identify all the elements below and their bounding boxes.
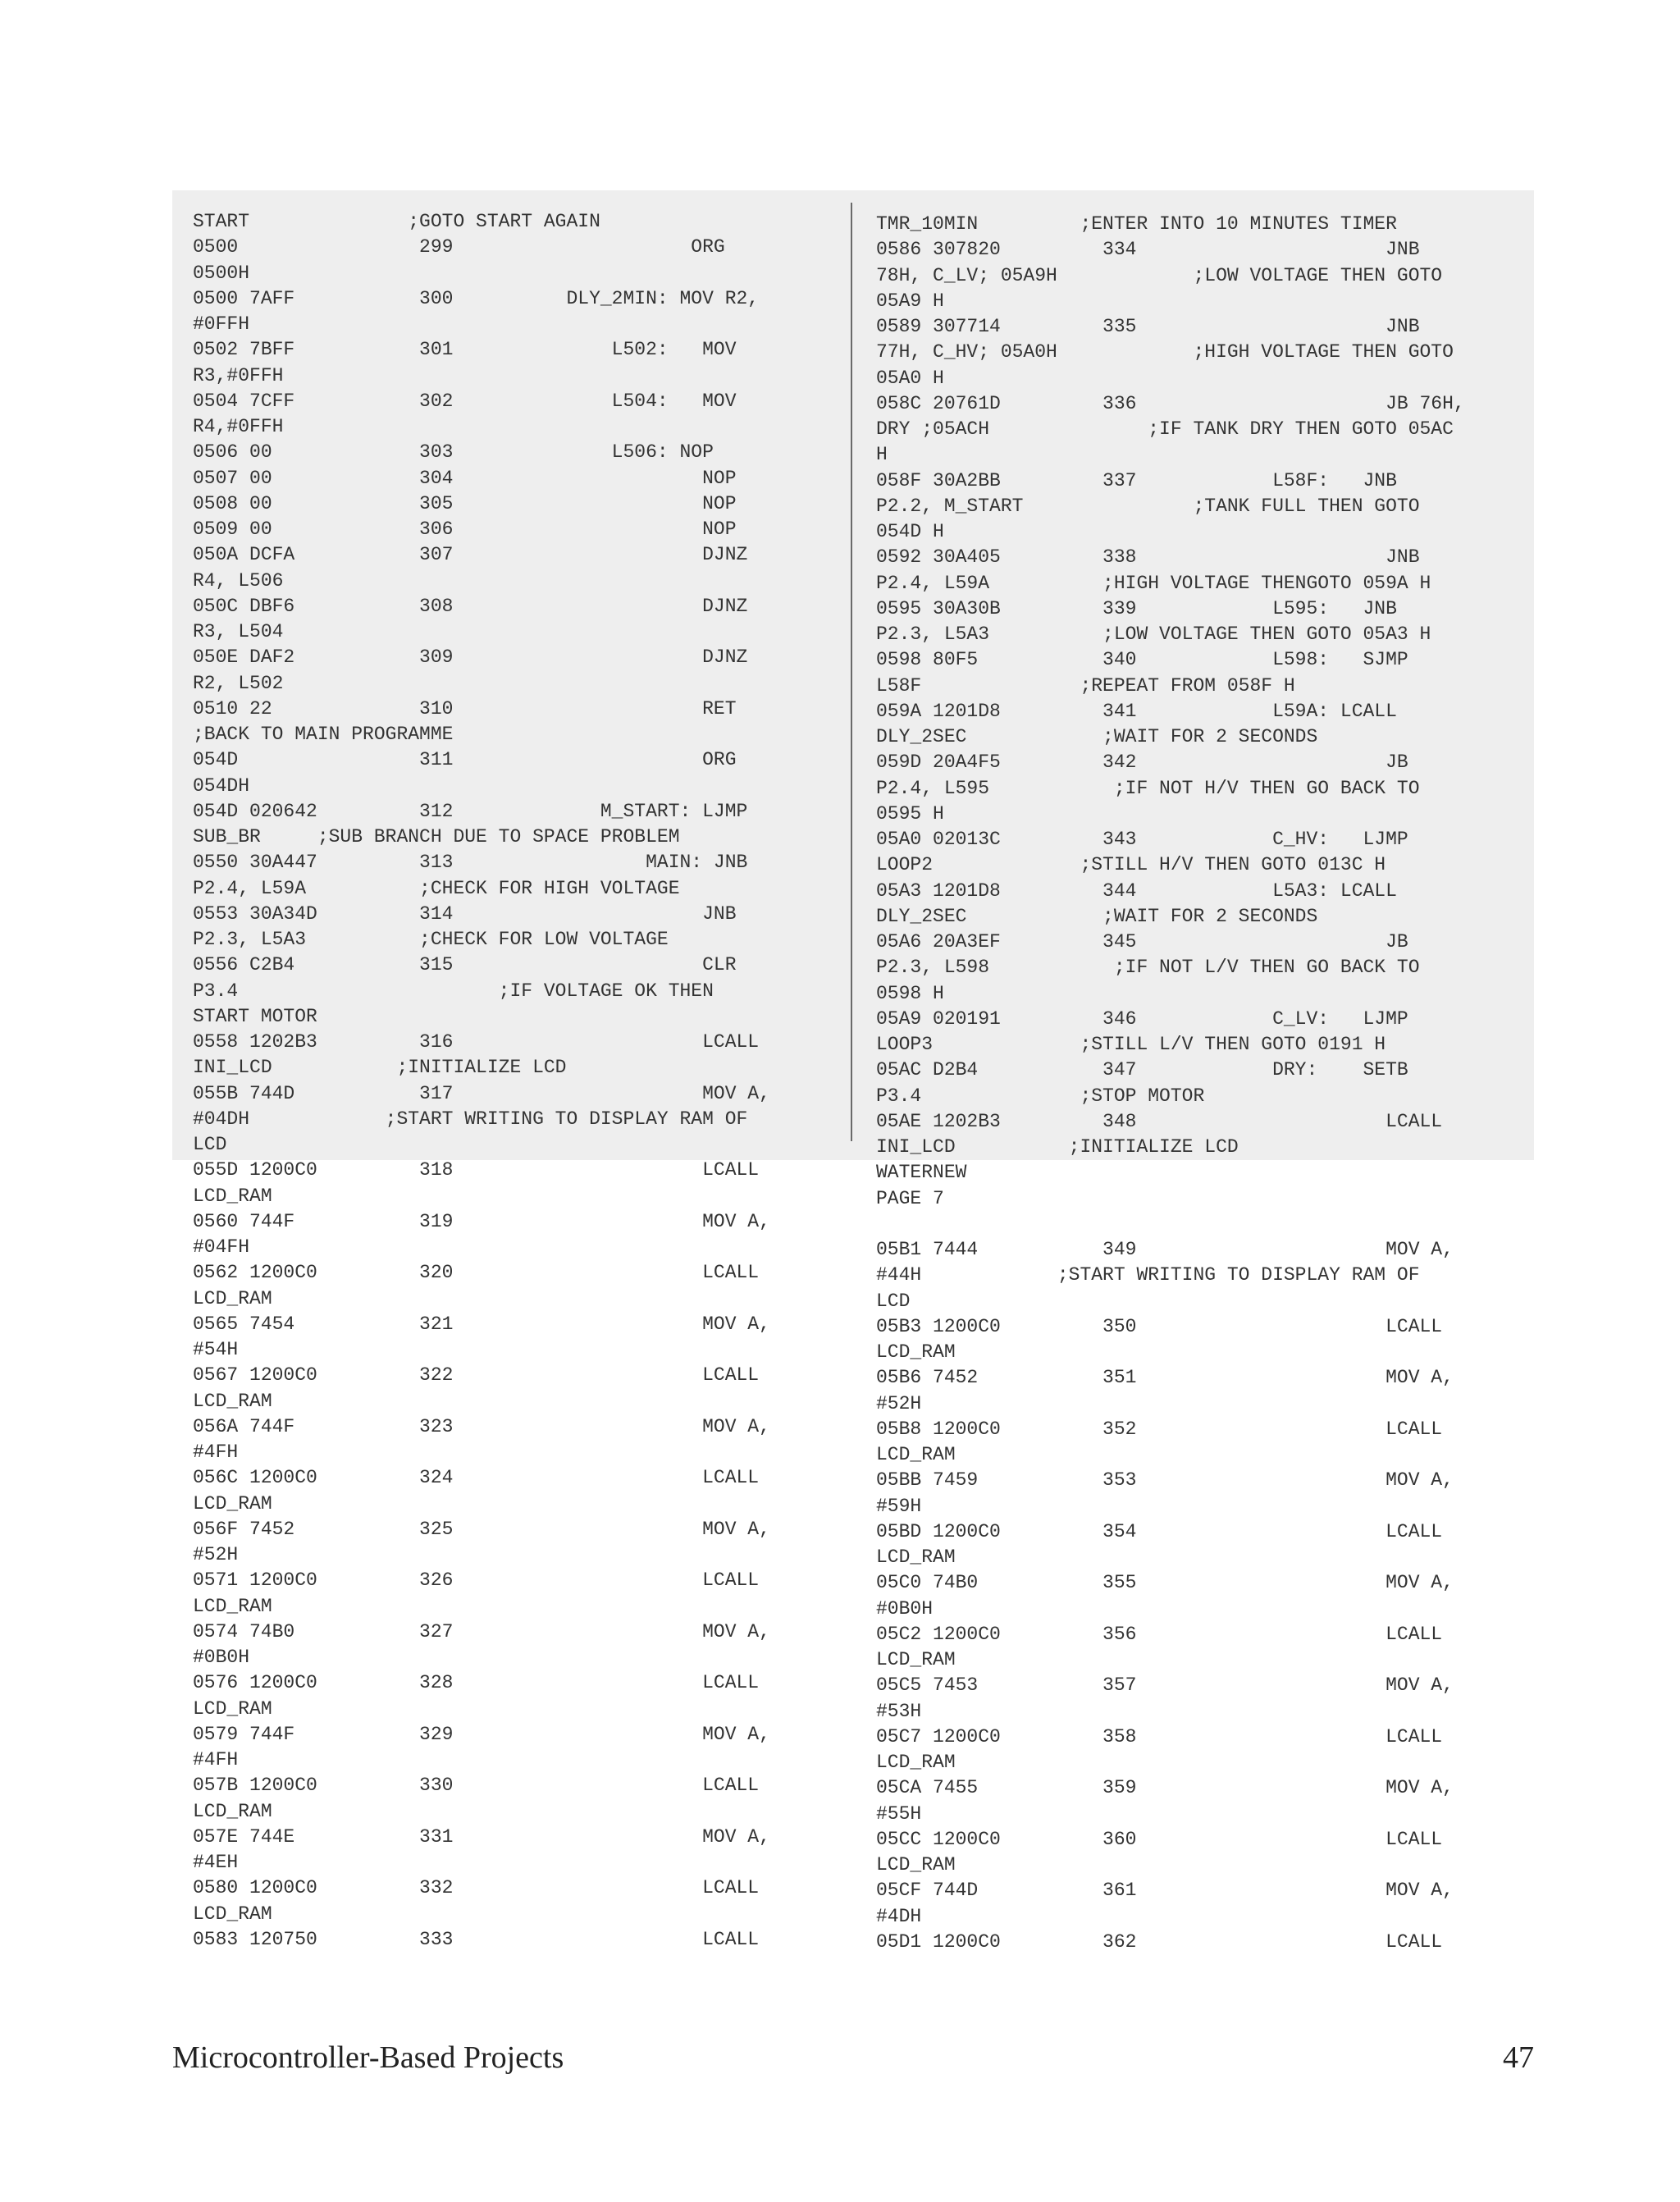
code-line: DLY_2SEC ;WAIT FOR 2 SECONDS — [876, 905, 1318, 927]
code-line: 050C DBF6 308 DJNZ — [193, 595, 748, 617]
code-line: SUB_BR ;SUB BRANCH DUE TO SPACE PROBLEM — [193, 826, 680, 847]
code-line: 054D 311 ORG — [193, 749, 737, 771]
code-line: #4EH — [193, 1852, 239, 1873]
code-line: 0592 30A405 338 JNB — [876, 546, 1420, 569]
code-line: 0509 00 306 NOP — [193, 519, 737, 540]
code-line: 058C 20761D 336 JB 76H, — [876, 392, 1465, 414]
code-line: #4FH — [193, 1441, 239, 1463]
code-line: 05C2 1200C0 356 LCALL — [876, 1623, 1443, 1645]
code-line: LCD_RAM — [876, 1854, 956, 1875]
code-line: P2.2, M_START ;TANK FULL THEN GOTO — [876, 495, 1420, 517]
code-line: LCD_RAM — [193, 1800, 272, 1822]
code-line: LCD_RAM — [193, 1595, 272, 1617]
code-line — [876, 1212, 1516, 1237]
code-line: LCD_RAM — [193, 1390, 272, 1412]
code-line: P3.4 ;STOP MOTOR — [876, 1085, 1205, 1107]
code-line: DRY ;05ACH ;IF TANK DRY THEN GOTO 05AC — [876, 418, 1454, 440]
code-line: 05B1 7444 349 MOV A, — [876, 1239, 1454, 1260]
code-line: R3,#0FFH — [193, 364, 284, 386]
code-line: 0553 30A34D 314 JNB — [193, 902, 737, 925]
code-line: 0510 22 310 RET — [193, 697, 737, 720]
column-divider — [851, 203, 852, 1141]
code-line: 0595 30A30B 339 L595: JNB — [876, 597, 1397, 619]
code-line: INI_LCD ;INITIALIZE LCD — [876, 1136, 1239, 1158]
footer-book-title: Microcontroller-Based Projects — [172, 2040, 564, 2075]
code-line: START ;GOTO START AGAIN — [193, 211, 600, 232]
code-line: LCD_RAM — [876, 1444, 956, 1465]
code-line: #54H — [193, 1339, 239, 1360]
code-line: 0598 80F5 340 L598: SJMP — [876, 649, 1408, 671]
code-line: P2.4, L59A ;HIGH VOLTAGE THENGOTO 059A H — [876, 572, 1431, 594]
code-line: 0500H — [193, 262, 250, 284]
code-line: 056A 744F 323 MOV A, — [193, 1415, 770, 1437]
code-line: P3.4 ;IF VOLTAGE OK THEN — [193, 980, 714, 1002]
code-line: 054D H — [876, 521, 944, 542]
code-line: 05A9 H — [876, 290, 944, 312]
code-line: LCD_RAM — [193, 1185, 272, 1207]
code-line: #0FFH — [193, 313, 250, 335]
code-line: 0579 744F 329 MOV A, — [193, 1723, 770, 1745]
code-line: WATERNEW — [876, 1162, 967, 1184]
code-line: 0556 C2B4 315 CLR — [193, 954, 737, 976]
code-line: LCD_RAM — [876, 1752, 956, 1773]
code-line: P2.3, L5A3 ;LOW VOLTAGE THEN GOTO 05A3 H — [876, 624, 1431, 645]
code-line: 059A 1201D8 341 L59A: LCALL — [876, 700, 1397, 722]
code-line: INI_LCD ;INITIALIZE LCD — [193, 1057, 567, 1079]
code-line: 0586 307820 334 JNB — [876, 239, 1420, 261]
code-line: P2.4, L59A ;CHECK FOR HIGH VOLTAGE — [193, 877, 680, 899]
code-line: 05D1 1200C0 362 LCALL — [876, 1930, 1443, 1953]
code-line: 05B8 1200C0 352 LCALL — [876, 1418, 1443, 1440]
code-line: DLY_2SEC ;WAIT FOR 2 SECONDS — [876, 726, 1318, 747]
code-line: #53H — [876, 1700, 922, 1722]
code-line: 0504 7CFF 302 L504: MOV — [193, 390, 737, 412]
code-line: P2.3, L5A3 ;CHECK FOR LOW VOLTAGE — [193, 929, 669, 950]
code-line: LCD_RAM — [193, 1697, 272, 1720]
code-line: 0565 7454 321 MOV A, — [193, 1313, 770, 1335]
code-line: #52H — [876, 1392, 922, 1414]
code-line: 0508 00 305 NOP — [193, 492, 737, 514]
code-line: 05A0 H — [876, 367, 944, 389]
code-line: 059D 20A4F5 342 JB — [876, 752, 1408, 774]
code-line: 05C7 1200C0 358 LCALL — [876, 1725, 1443, 1747]
code-line: 05B3 1200C0 350 LCALL — [876, 1315, 1443, 1337]
code-line: 055D 1200C0 318 LCALL — [193, 1159, 760, 1181]
code-line: LCD_RAM — [193, 1287, 272, 1309]
code-line: 0558 1202B3 316 LCALL — [193, 1031, 760, 1053]
code-line: 0589 307714 335 JNB — [876, 316, 1420, 337]
code-line: R4,#0FFH — [193, 416, 284, 437]
code-line: 058F 30A2BB 337 L58F: JNB — [876, 469, 1397, 491]
code-line: 05AE 1202B3 348 LCALL — [876, 1110, 1443, 1132]
code-line: LCD_RAM — [876, 1341, 956, 1363]
code-line: #59H — [876, 1495, 922, 1517]
code-line: LCD — [876, 1290, 911, 1312]
code-line: 0576 1200C0 328 LCALL — [193, 1672, 760, 1694]
code-line: #0B0H — [193, 1647, 250, 1668]
code-line: 056C 1200C0 324 LCALL — [193, 1467, 760, 1489]
code-line: 05C5 7453 357 MOV A, — [876, 1674, 1454, 1697]
code-line: 05AC D2B4 347 DRY: SETB — [876, 1059, 1408, 1081]
code-line: LCD_RAM — [876, 1546, 956, 1568]
code-line: R3, L504 — [193, 621, 284, 642]
code-line: 0507 00 304 NOP — [193, 467, 737, 489]
listing-right-column — [876, 212, 1516, 1955]
code-line: 0502 7BFF 301 L502: MOV — [193, 339, 737, 361]
code-line: #4FH — [193, 1749, 239, 1770]
code-line: 05CA 7455 359 MOV A, — [876, 1777, 1454, 1799]
code-line: 05CC 1200C0 360 LCALL — [876, 1828, 1443, 1850]
code-line: TMR_10MIN ;ENTER INTO 10 MINUTES TIMER — [876, 213, 1397, 235]
code-line: 050E DAF2 309 DJNZ — [193, 646, 748, 669]
code-line: #4DH — [876, 1905, 922, 1927]
code-line: 05A6 20A3EF 345 JB — [876, 931, 1408, 953]
code-line: 0583 120750 333 LCALL — [193, 1928, 760, 1950]
code-line: 05A3 1201D8 344 L5A3: LCALL — [876, 879, 1397, 902]
code-line: R4, L506 — [193, 569, 284, 592]
code-line: 0595 H — [876, 802, 944, 825]
code-line: 05C0 74B0 355 MOV A, — [876, 1572, 1454, 1594]
code-line: 05B6 7452 351 MOV A, — [876, 1367, 1454, 1389]
code-line: #04FH — [193, 1236, 250, 1258]
code-line: 0598 H — [876, 982, 944, 1004]
code-line: 05A9 020191 346 C_LV: LJMP — [876, 1007, 1408, 1030]
code-line: 054DH — [193, 774, 250, 797]
code-line: 054D 020642 312 M_START: LJMP — [193, 800, 748, 822]
code-line: 0580 1200C0 332 LCALL — [193, 1877, 760, 1899]
code-line: 057E 744E 331 MOV A, — [193, 1825, 770, 1848]
code-line: LCD_RAM — [876, 1649, 956, 1670]
page-number: 47 — [1503, 2040, 1534, 2075]
code-line: 05CF 744D 361 MOV A, — [876, 1880, 1454, 1902]
code-line: P2.3, L598 ;IF NOT L/V THEN GO BACK TO — [876, 957, 1420, 979]
code-line: 0550 30A447 313 MAIN: JNB — [193, 852, 748, 874]
code-line: START MOTOR — [193, 1005, 317, 1027]
code-line: P2.4, L595 ;IF NOT H/V THEN GO BACK TO — [876, 777, 1420, 799]
code-line: ;BACK TO MAIN PROGRAMME — [193, 724, 454, 745]
code-line: LCD — [193, 1134, 227, 1155]
code-line: 0574 74B0 327 MOV A, — [193, 1620, 770, 1642]
code-line: #55H — [876, 1802, 922, 1825]
code-line: 05A0 02013C 343 C_HV: LJMP — [876, 829, 1408, 850]
code-line: LCD_RAM — [193, 1903, 272, 1925]
code-line: 77H, C_HV; 05A0H ;HIGH VOLTAGE THEN GOTO — [876, 341, 1454, 363]
code-line: 055B 744D 317 MOV A, — [193, 1082, 770, 1104]
code-line: R2, L502 — [193, 672, 284, 694]
code-line: 0567 1200C0 322 LCALL — [193, 1364, 760, 1387]
code-line: 0562 1200C0 320 LCALL — [193, 1262, 760, 1284]
code-line: 056F 7452 325 MOV A, — [193, 1518, 770, 1540]
code-line: PAGE 7 — [876, 1187, 944, 1209]
code-line: 0500 7AFF 300 DLY_2MIN: MOV R2, — [193, 287, 760, 309]
code-line: 057B 1200C0 330 LCALL — [193, 1775, 760, 1797]
listing-left-column — [193, 209, 833, 1953]
code-line: 050A DCFA 307 DJNZ — [193, 544, 748, 566]
code-line: #52H — [193, 1544, 239, 1565]
code-line: LOOP3 ;STILL L/V THEN GOTO 0191 H — [876, 1034, 1386, 1055]
code-line: LCD_RAM — [193, 1492, 272, 1514]
code-line: 0500 299 ORG — [193, 236, 725, 258]
code-line: 0506 00 303 L506: NOP — [193, 441, 714, 464]
code-line: #04DH ;START WRITING TO DISPLAY RAM OF — [193, 1108, 748, 1130]
code-line: 0560 744F 319 MOV A, — [193, 1210, 770, 1232]
code-line: #44H ;START WRITING TO DISPLAY RAM OF — [876, 1264, 1420, 1286]
code-line: 78H, C_LV; 05A9H ;LOW VOLTAGE THEN GOTO — [876, 264, 1443, 286]
code-line: #0B0H — [876, 1597, 934, 1620]
code-line: L58F ;REPEAT FROM 058F H — [876, 674, 1295, 697]
code-line: H — [876, 444, 888, 466]
code-line: 0571 1200C0 326 LCALL — [193, 1569, 760, 1592]
code-line: 05BB 7459 353 MOV A, — [876, 1469, 1454, 1492]
code-line: 05BD 1200C0 354 LCALL — [876, 1520, 1443, 1542]
code-line: LOOP2 ;STILL H/V THEN GOTO 013C H — [876, 854, 1386, 876]
